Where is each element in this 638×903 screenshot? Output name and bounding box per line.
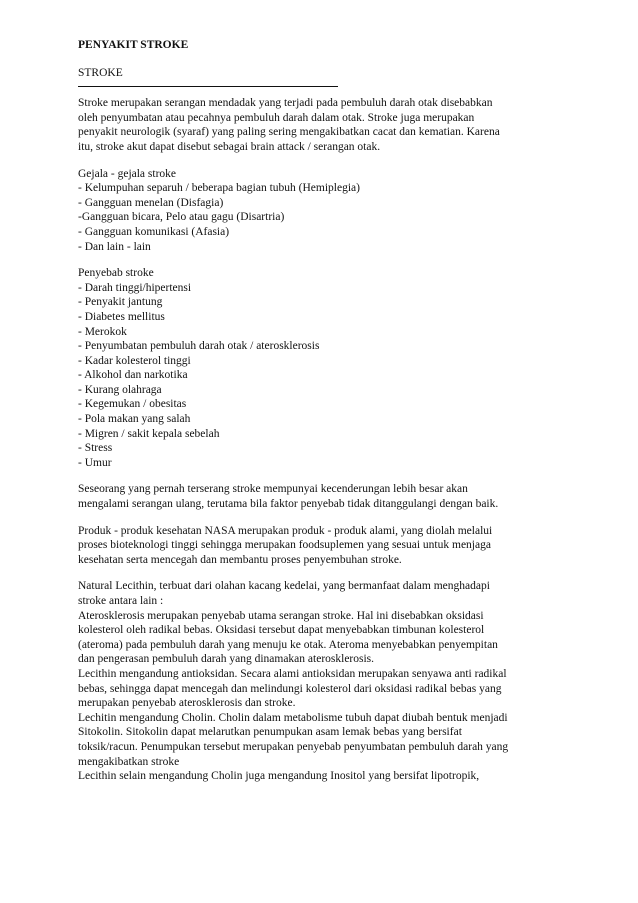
text-line: - Gangguan menelan (Disfagia) xyxy=(78,196,224,209)
text-line: - Darah tinggi/hipertensi xyxy=(78,281,192,294)
text-line: - Alkohol dan narkotika xyxy=(78,369,188,382)
document-title: PENYAKIT STROKE xyxy=(78,39,189,51)
text-line: - Diabetes mellitus xyxy=(78,310,165,323)
text-line: - Penyakit jantung xyxy=(78,296,163,309)
text-line: - Kurang olahraga xyxy=(78,383,162,396)
text-line: - Kadar kolesterol tinggi xyxy=(78,354,191,367)
paragraph-block xyxy=(78,266,568,470)
text-line: Lechitin mengandung Cholin. Cholin dalam metabolisme tubuh dapat diubah bentuk menjadi xyxy=(78,711,508,724)
paragraph-block xyxy=(78,579,568,783)
text-line: (ateroma) pada pembuluh darah yang menuju ke otak. Ateroma menyebabkan penyempitan xyxy=(78,638,498,651)
text-line: - Dan lain - lain xyxy=(78,240,151,253)
text-line: oleh penyumbatan atau pecahnya pembuluh darah dalam otak. Stroke juga merupakan xyxy=(78,111,475,124)
text-line: stroke antara lain : xyxy=(78,595,164,607)
document-page xyxy=(78,38,568,784)
text-line: Lecithin selain mengandung Cholin juga mengandung Inositol yang bersifat lipotropik, xyxy=(78,770,480,783)
text-line: - Migren / sakit kepala sebelah xyxy=(78,427,220,440)
text-line: merupakan penyebab aterosklerosis dan stroke. xyxy=(78,697,296,710)
text-line: - Kelumpuhan separuh / beberapa bagian tubuh (Hemiplegia) xyxy=(78,182,360,195)
text-line: - Penyumbatan pembuluh darah otak / aterosklerosis xyxy=(78,340,320,353)
text-line: -Gangguan bicara, Pelo atau gagu (Disartria) xyxy=(78,211,285,224)
text-line: mengakibatkan stroke xyxy=(78,755,180,768)
text-line: kesehatan serta mencegah dan membantu proses penyembuhan stroke. xyxy=(78,553,402,566)
text-line: mengalami serangan ulang, terutama bila faktor penyebab tidak ditanggulangi dengan baik. xyxy=(78,498,499,511)
text-line: - Umur xyxy=(78,456,112,469)
paragraph-block xyxy=(78,524,568,568)
paragraph-block xyxy=(78,482,568,511)
paragraph-block xyxy=(78,167,568,255)
text-line: itu, stroke akut dapat disebut sebagai brain attack / serangan otak. xyxy=(78,140,381,153)
text-line: - Kegemukan / obesitas xyxy=(78,398,187,411)
text-line: Penyebab stroke xyxy=(78,267,154,280)
text-line: toksik/racun. Penumpukan tersebut merupakan penyebab penyumbatan pembuluh darah yang xyxy=(78,740,509,753)
text-line: Produk - produk kesehatan NASA merupakan produk - produk alami, yang diolah melalui xyxy=(78,524,493,537)
text-line: Seseorang yang pernah terserang stroke mempunyai kecenderungan lebih besar akan xyxy=(78,483,468,496)
text-line: - Stress xyxy=(78,442,113,455)
document-body xyxy=(78,96,568,784)
text-line: Sitokolin. Sitokolin dapat melarutkan penumpukan asam lemak bebas yang bersifat xyxy=(78,726,462,739)
text-line: Aterosklerosis merupakan penyebab utama serangan stroke. Hal ini disebabkan oksidasi xyxy=(78,609,484,622)
text-line: proses bioteknologi tinggi sehingga merupakan foodsuplemen yang sesuai untuk menjaga xyxy=(78,539,491,552)
text-line: penyakit neurologik (syaraf) yang paling sering mengakibatkan cacat dan kematian. Karena xyxy=(78,126,500,139)
text-line: dan pengerasan pembuluh darah yang dinamakan aterosklerosis. xyxy=(78,653,375,666)
text-line: Lecithin mengandung antioksidan. Secara alami antioksidan merupakan senyawa anti radikal xyxy=(78,667,507,680)
heading-underline xyxy=(78,86,338,87)
paragraph-block xyxy=(78,96,568,154)
text-line: - Merokok xyxy=(78,325,127,338)
text-line: - Gangguan komunikasi (Afasia) xyxy=(78,225,230,238)
text-line: Stroke merupakan serangan mendadak yang terjadi pada pembuluh darah otak disebabkan xyxy=(78,97,493,110)
text-line: bebas, sehingga dapat mencegah dan melindungi kolesterol dari oksidasi radikal bebas yang xyxy=(78,682,502,695)
section-heading: STROKE xyxy=(78,66,123,79)
text-line: - Pola makan yang salah xyxy=(78,413,191,426)
text-line: Gejala - gejala stroke xyxy=(78,167,177,180)
text-line: Natural Lecithin, terbuat dari olahan kacang kedelai, yang bermanfaat dalam menghadapi xyxy=(78,580,490,593)
text-line: kolesterol oleh radikal bebas. Oksidasi tersebut dapat menyebabkan timbunan kolesterol xyxy=(78,624,485,637)
